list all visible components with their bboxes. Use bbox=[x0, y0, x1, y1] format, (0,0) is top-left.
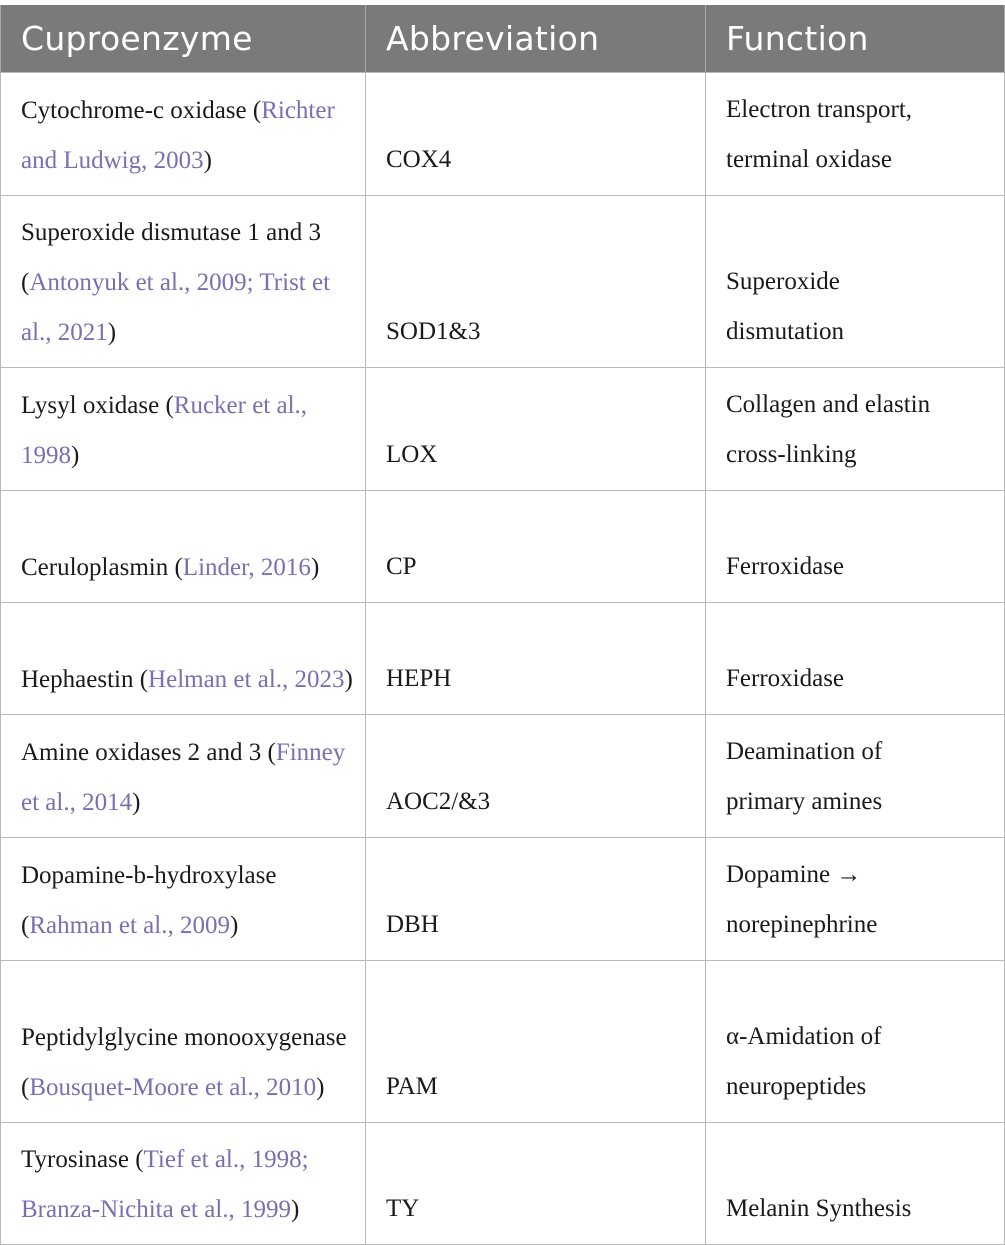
function-line: Ferroxidase bbox=[726, 665, 845, 692]
function-cell bbox=[706, 491, 1005, 603]
paren-open: ( bbox=[261, 739, 276, 766]
enzyme-cell bbox=[1, 196, 366, 368]
paren-open: ( bbox=[133, 666, 149, 693]
paren-close: ) bbox=[203, 147, 212, 174]
enzyme-name: Amine oxidases 2 and 3 bbox=[21, 739, 262, 766]
function-line: dismutation bbox=[726, 318, 845, 345]
function-cell bbox=[706, 603, 1005, 715]
table-row bbox=[1, 73, 1005, 196]
citation-link[interactable]: Linder, 2016 bbox=[182, 554, 311, 581]
function-line: cross-linking bbox=[726, 441, 857, 468]
enzyme-cell bbox=[1, 368, 366, 491]
function-line: Deamination of bbox=[726, 738, 883, 765]
paren-open: ( bbox=[159, 392, 174, 419]
function-line: Collagen and elastin bbox=[726, 391, 931, 418]
abbreviation-cell: DBH bbox=[366, 838, 706, 961]
citation-link[interactable]: Antonyuk et al., 2009; Trist et al., 2021 bbox=[21, 269, 331, 346]
citation-link[interactable]: Tief et al., 1998; Branza-Nichita et al., 1999 bbox=[21, 1146, 309, 1223]
table-row bbox=[1, 196, 1005, 368]
enzyme-name: Superoxide dismutase 1 and 3 bbox=[21, 219, 321, 246]
header-function: Function bbox=[706, 5, 1005, 73]
paren-close: ) bbox=[132, 789, 141, 816]
paren-close: ) bbox=[229, 912, 239, 939]
paren-open: ( bbox=[128, 1146, 144, 1173]
paren-close: ) bbox=[107, 319, 117, 346]
header-cuproenzyme: Cuproenzyme bbox=[1, 5, 366, 73]
function-line: norepinephrine bbox=[726, 911, 878, 938]
abbreviation-cell: LOX bbox=[366, 368, 706, 491]
enzyme-name: Dopamine-b-hydroxylase bbox=[21, 862, 277, 889]
citation-link[interactable]: Helman et al., 2023 bbox=[148, 666, 345, 693]
function-line: neuropeptides bbox=[726, 1073, 867, 1100]
citation-link[interactable]: Richter and Ludwig, 2003 bbox=[21, 97, 335, 174]
enzyme-name: Ceruloplasmin bbox=[21, 554, 169, 581]
function-cell bbox=[706, 961, 1005, 1123]
paren-close: ) bbox=[316, 1074, 325, 1101]
table-row bbox=[1, 1123, 1005, 1245]
header-abbreviation: Abbreviation bbox=[366, 5, 706, 73]
function-cell bbox=[706, 1123, 1005, 1245]
enzyme-cell bbox=[1, 73, 366, 196]
paren-open: ( bbox=[21, 912, 30, 939]
enzyme-cell bbox=[1, 715, 366, 838]
paren-open: ( bbox=[21, 1074, 30, 1101]
paren-close: ) bbox=[344, 666, 353, 693]
paren-close: ) bbox=[71, 442, 80, 469]
citation-link[interactable]: Bousquet-Moore et al., 2010 bbox=[29, 1074, 317, 1101]
citation-link[interactable]: Finney et al., 2014 bbox=[21, 739, 346, 816]
enzyme-cell bbox=[1, 603, 366, 715]
table-row bbox=[1, 491, 1005, 603]
function-cell bbox=[706, 715, 1005, 838]
abbreviation-cell: AOC2/&3 bbox=[366, 715, 706, 838]
enzyme-cell bbox=[1, 961, 366, 1123]
function-line: Ferroxidase bbox=[726, 553, 845, 580]
function-line: terminal oxidase bbox=[726, 146, 892, 173]
table-row bbox=[1, 838, 1005, 961]
function-line: Electron transport, bbox=[726, 96, 913, 123]
abbreviation-cell: TY bbox=[366, 1123, 706, 1245]
function-cell bbox=[706, 368, 1005, 491]
paren-close: ) bbox=[310, 554, 320, 581]
paren-close: ) bbox=[291, 1196, 300, 1223]
table-row bbox=[1, 961, 1005, 1123]
enzyme-cell bbox=[1, 1123, 366, 1245]
table-row bbox=[1, 368, 1005, 491]
paren-open: ( bbox=[21, 269, 30, 296]
enzyme-name: Cytochrome-c oxidase bbox=[21, 97, 247, 124]
paren-open: ( bbox=[168, 554, 183, 581]
function-line: Superoxide bbox=[726, 268, 840, 295]
enzyme-name: Tyrosinase bbox=[21, 1146, 129, 1173]
function-line: primary amines bbox=[726, 788, 883, 815]
table-row bbox=[1, 603, 1005, 715]
enzyme-cell bbox=[1, 491, 366, 603]
function-cell bbox=[706, 196, 1005, 368]
abbreviation-cell: SOD1&3 bbox=[366, 196, 706, 368]
citation-link[interactable]: Rahman et al., 2009 bbox=[29, 912, 230, 939]
function-line: Melanin Synthesis bbox=[726, 1195, 912, 1222]
abbreviation-cell: COX4 bbox=[366, 73, 706, 196]
enzyme-name: Peptidylglycine monooxygenase bbox=[21, 1024, 347, 1051]
function-cell bbox=[706, 73, 1005, 196]
table-header-row bbox=[1, 5, 1005, 73]
enzyme-name: Hephaestin bbox=[21, 666, 134, 693]
enzyme-cell bbox=[1, 838, 366, 961]
cuproenzyme-table bbox=[0, 5, 1005, 1245]
abbreviation-cell: HEPH bbox=[366, 603, 706, 715]
abbreviation-cell: CP bbox=[366, 491, 706, 603]
citation-link[interactable]: Rucker et al., 1998 bbox=[21, 392, 308, 469]
abbreviation-cell: PAM bbox=[366, 961, 706, 1123]
function-cell bbox=[706, 838, 1005, 961]
function-line: Dopamine → bbox=[726, 861, 862, 888]
paren-open: ( bbox=[246, 97, 262, 124]
function-line: α-Amidation of bbox=[726, 1023, 882, 1050]
enzyme-name: Lysyl oxidase bbox=[21, 392, 160, 419]
table-row bbox=[1, 715, 1005, 838]
